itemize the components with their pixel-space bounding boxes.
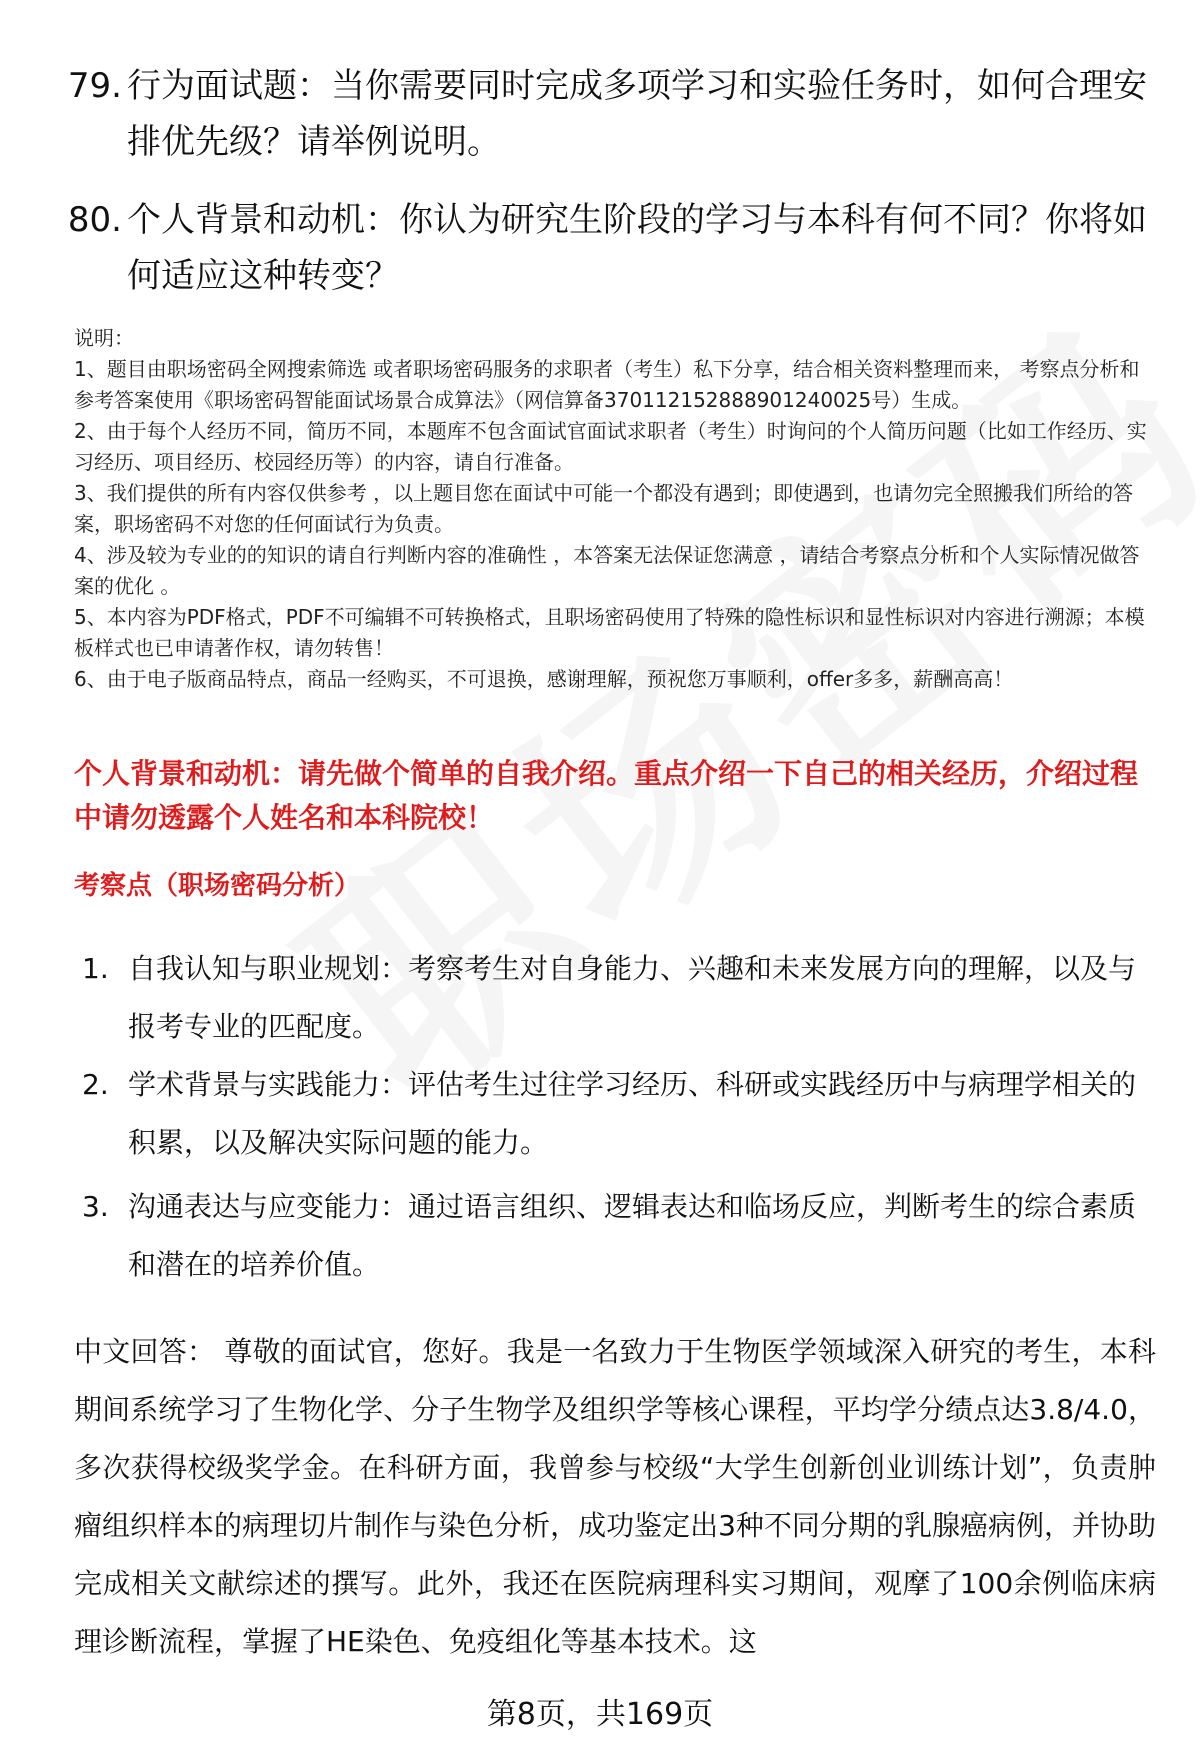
point-number: 3. (82, 1190, 109, 1223)
analysis-points (74, 940, 1154, 1294)
question-text: 个人背景和动机：你认为研究生阶段的学习与本科有何不同？你将如何适应这种转变？ (127, 200, 1147, 296)
note-item: 6、由于电子版商品特点，商品一经购买，不可退换，感谢理解，预祝您万事顺利，offer多多，薪酬高高！ (74, 667, 1014, 691)
disclaimer-notes (74, 323, 1154, 695)
analysis-heading: 考察点（职场密码分析） (74, 871, 361, 901)
analysis-point (74, 940, 1154, 1056)
page-number: 第8页，共169页 (486, 1697, 714, 1732)
point-text: 沟通表达与应变能力：通过语言组织、逻辑表达和临场反应，判断考生的综合素质和潜在的培养价值。 (128, 1190, 1137, 1281)
note-item: 4、涉及较为专业的的知识的请自行判断内容的准确性 ，本答案无法保证您满意 ，请结合考察点分析和个人实际情况做答案的优化 。 (74, 543, 1140, 598)
question-79 (52, 58, 1152, 170)
notes-title: 说明： (74, 326, 134, 350)
question-80 (52, 192, 1152, 304)
answer-label: 中文回答： (74, 1335, 216, 1368)
current-question: 个人背景和动机：请先做个简单的自我介绍。重点介绍一下自己的相关经历，介绍过程中请勿透露个人姓名和本科院校！ (74, 757, 1139, 834)
point-number: 1. (82, 952, 109, 985)
note-item: 3、我们提供的所有内容仅供参考 ，以上题目您在面试中可能一个都没有遇到；即使遇到，也请勿完全照搬我们所给的答案，职场密码不对您的任何面试行为负责。 (74, 481, 1134, 536)
answer-paragraph (74, 1323, 1156, 1671)
question-number: 80. (67, 200, 122, 240)
analysis-point (74, 1056, 1154, 1178)
point-text: 自我认知与职业规划：考察考生对自身能力、兴趣和未来发展方向的理解，以及与报考专业的匹配度。 (128, 952, 1137, 1043)
question-number: 79. (67, 66, 122, 106)
note-item: 1、题目由职场密码全网搜索筛选 或者职场密码服务的求职者（考生）私下分享，结合相关资料整理而来， 考察点分析和参考答案使用《职场密码智能面试场景合成算法》（网信算备370112152888901240025号）生成。 (74, 357, 1140, 412)
answer-text: 尊敬的面试官，您好。我是一名致力于生物医学领域深入研究的考生，本科期间系统学习了生物化学、分子生物学及组织学等核心课程，平均学分绩点达3.8/4.0，多次获得校级奖学金。在科研方面，我曾参与校级“大学生创新创业训练计划”，负责肿瘤组织样本的病理切片制作与染色分析，成功鉴定出3种不同分期的乳腺癌病例，并协助完成相关文献综述的撰写。此外，我还在医院病理科实习期间，观摩了100余例临床病理诊断流程，掌握了HE染色、免疫组化等基本技术。这 (74, 1335, 1156, 1658)
point-text: 学术背景与实践能力：评估考生过往学习经历、科研或实践经历中与病理学相关的积累，以及解决实际问题的能力。 (128, 1068, 1137, 1159)
note-item: 2、由于每个人经历不同，简历不同，本题库不包含面试官面试求职者（考生）时询问的个人简历问题（比如工作经历、实习经历、项目经历、校园经历等）的内容，请自行准备。 (74, 419, 1147, 474)
note-item: 5、本内容为PDF格式，PDF不可编辑不可转换格式，且职场密码使用了特殊的隐性标识和显性标识对内容进行溯源；本模板样式也已申请著作权，请勿转售！ (74, 605, 1145, 660)
point-number: 2. (82, 1068, 109, 1101)
analysis-point (74, 1178, 1154, 1294)
question-text: 行为面试题：当你需要同时完成多项学习和实验任务时，如何合理安排优先级？请举例说明。 (127, 66, 1147, 162)
